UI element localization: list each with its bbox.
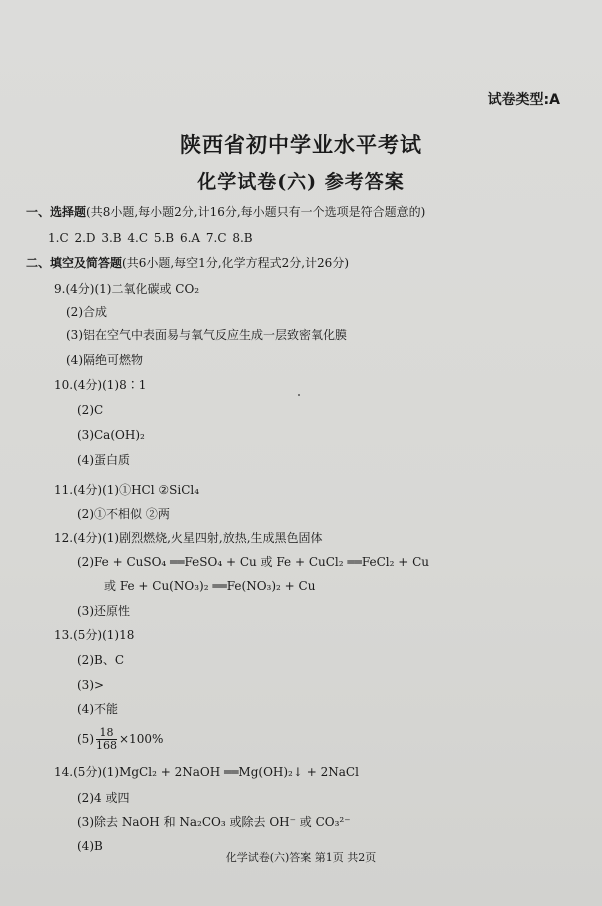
section1-heading: 一、选择题 bbox=[26, 205, 87, 219]
q12-line: 12.(4分)(1)剧烈燃烧,火星四射,放热,生成黑色固体 bbox=[54, 531, 323, 545]
q14-part3: (3)除去 NaOH 和 Na₂CO₃ 或除去 OH⁻ 或 CO₃²⁻ bbox=[77, 815, 351, 829]
fraction-denominator: 168 bbox=[96, 739, 117, 752]
q13-line: 13.(5分)(1)18 bbox=[54, 628, 135, 642]
q12-part2-alt: 或 Fe + Cu(NO₃)₂ ══Fe(NO₃)₂ + Cu bbox=[104, 579, 316, 593]
section2-header bbox=[26, 255, 349, 271]
speck-mark bbox=[298, 394, 300, 396]
q14-part4: (4)B bbox=[77, 839, 103, 853]
fraction bbox=[96, 727, 117, 752]
q13-part4: (4)不能 bbox=[77, 702, 118, 716]
exam-title: 陕西省初中学业水平考试 bbox=[180, 132, 422, 157]
q12-part3: (3)还原性 bbox=[77, 604, 130, 618]
q11-part2: (2)①不相似 ②两 bbox=[77, 507, 170, 521]
q14-part2: (2)4 或四 bbox=[77, 791, 130, 805]
exam-subtitle: 化学试卷(六) 参考答案 bbox=[197, 171, 405, 193]
fraction-numerator: 18 bbox=[96, 727, 117, 740]
page-footer: 化学试卷(六)答案 第1页 共2页 bbox=[225, 851, 377, 864]
q9-part2: (2)合成 bbox=[66, 305, 107, 319]
q13-part5-suffix: ×100% bbox=[119, 732, 164, 746]
section1-answers: 1.C 2.D 3.B 4.C 5.B 6.A 7.C 8.B bbox=[48, 231, 253, 245]
q12-part2: (2)Fe + CuSO₄ ══FeSO₄ + Cu 或 Fe + CuCl₂ ══FeCl₂ + Cu bbox=[77, 555, 430, 569]
q10-part2: (2)C bbox=[77, 403, 104, 417]
q9-line: 9.(4分)(1)二氧化碳或 CO₂ bbox=[54, 282, 200, 296]
q10-part3: (3)Ca(OH)₂ bbox=[77, 428, 145, 442]
q11-line: 11.(4分)(1)①HCl ②SiCl₄ bbox=[54, 483, 200, 497]
q13-part5 bbox=[77, 726, 163, 752]
section2-note: (共6小题,每空1分,化学方程式2分,计26分) bbox=[122, 256, 349, 270]
q14-line: 14.(5分)(1)MgCl₂ + 2NaOH ══Mg(OH)₂↓ + 2NaCl bbox=[54, 765, 359, 779]
q10-part4: (4)蛋白质 bbox=[77, 453, 130, 467]
q9-part4: (4)隔绝可燃物 bbox=[66, 353, 143, 367]
q9-part3: (3)铝在空气中表面易与氧气反应生成一层致密氧化膜 bbox=[66, 328, 348, 342]
q13-part5-prefix: (5) bbox=[77, 732, 94, 746]
section2-heading: 二、填空及简答题 bbox=[26, 256, 123, 270]
q13-part3: (3)> bbox=[77, 678, 105, 692]
paper-type-label: 试卷类型:A bbox=[487, 92, 560, 108]
section1-header bbox=[26, 204, 425, 220]
q13-part2: (2)B、C bbox=[77, 653, 124, 667]
section1-note: (共8小题,每小题2分,计16分,每小题只有一个选项是符合题意的) bbox=[86, 205, 426, 219]
q10-line: 10.(4分)(1)8∶1 bbox=[54, 378, 147, 392]
